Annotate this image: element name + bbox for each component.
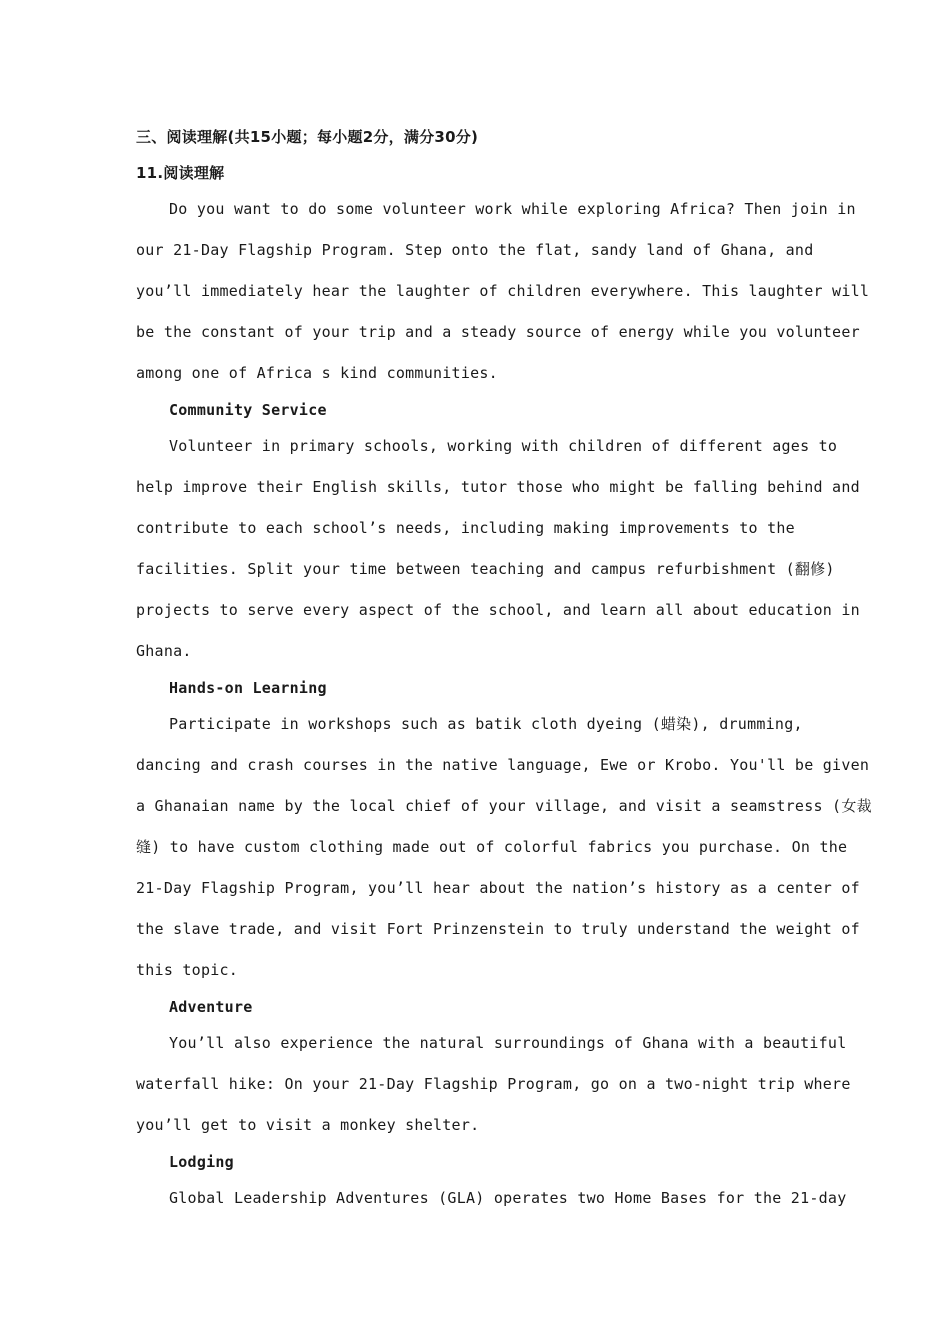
paragraph-line: you’ll immediately hear the laughter of children everywhere. This laughter will — [136, 282, 870, 300]
paragraph-line: Do you want to do some volunteer work while exploring Africa? Then join in — [169, 200, 856, 218]
paragraph-line: projects to serve every aspect of the school, and learn all about education in — [136, 601, 860, 619]
section-title: 三、阅读理解(共15小题；每小题2分，满分30分) — [136, 128, 479, 146]
section-heading-lodging: Lodging — [169, 1153, 234, 1171]
paragraph-line: waterfall hike: On your 21-Day Flagship Program, go on a two-night trip where — [136, 1075, 851, 1093]
paragraph-line: be the constant of your trip and a steady source of energy while you volunteer — [136, 323, 860, 341]
paragraph-line: 21-Day Flagship Program, you’ll hear about the nation’s history as a center of — [136, 879, 860, 897]
paragraph-line: 缝) to have custom clothing made out of colorful fabrics you purchase. On the — [136, 838, 848, 856]
paragraph-line: help improve their English skills, tutor those who might be falling behind and — [136, 478, 860, 496]
paragraph-line: facilities. Split your time between teaching and campus refurbishment (翻修) — [136, 560, 835, 578]
paragraph-line: our 21-Day Flagship Program. Step onto the flat, sandy land of Ghana, and — [136, 241, 814, 259]
paragraph-line: this topic. — [136, 961, 239, 979]
paragraph-line: contribute to each school’s needs, including making improvements to the — [136, 519, 795, 537]
paragraph-line: Ghana. — [136, 642, 192, 660]
section-heading-community-service: Community Service — [169, 401, 327, 419]
section-heading-hands-on-learning: Hands-on Learning — [169, 679, 327, 697]
paragraph-line: dancing and crash courses in the native language, Ewe or Krobo. You'll be given — [136, 756, 870, 774]
paragraph-line: a Ghanaian name by the local chief of your village, and visit a seamstress (女裁 — [136, 797, 872, 815]
section-heading-adventure: Adventure — [169, 998, 253, 1016]
paragraph-line: Participate in workshops such as batik cloth dyeing (蜡染), drumming, — [169, 715, 803, 733]
paragraph-line: among one of Africa s kind communities. — [136, 364, 498, 382]
paragraph-line: the slave trade, and visit Fort Prinzenstein to truly understand the weight of — [136, 920, 860, 938]
paragraph-line: you’ll get to visit a monkey shelter. — [136, 1116, 480, 1134]
paragraph-line: Volunteer in primary schools, working with children of different ages to — [169, 437, 838, 455]
paragraph-line: Global Leadership Adventures (GLA) operates two Home Bases for the 21-day — [169, 1189, 847, 1207]
paragraph-line: You’ll also experience the natural surroundings of Ghana with a beautiful — [169, 1034, 847, 1052]
question-title: 11.阅读理解 — [136, 164, 225, 182]
